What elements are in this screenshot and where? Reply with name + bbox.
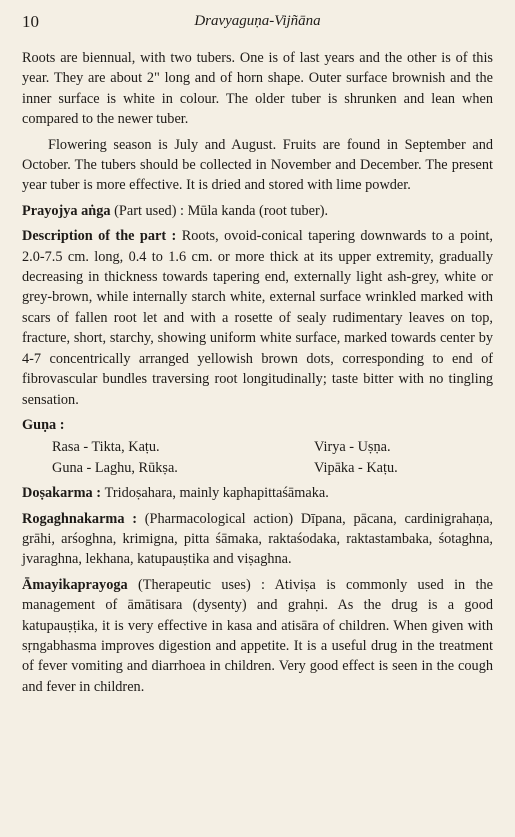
- dosakarma-text: Tridoṣahara, mainly kaphapittaśāmaka.: [104, 485, 329, 502]
- description-paragraph: [22, 226, 493, 410]
- guna-cell-guna: Guna - Laghu, Rūkṣa.: [52, 459, 178, 476]
- guna-row: [52, 458, 398, 478]
- guna-heading: Guṇa :: [22, 416, 65, 433]
- part-used-label: Prayojya aṅga: [22, 202, 111, 219]
- page-number: 10: [22, 12, 39, 31]
- guna-row: [52, 437, 398, 457]
- running-title: Dravyaguṇa-Vijñāna: [194, 13, 321, 29]
- amayikaprayoga-label: Āmayikaprayoga: [22, 576, 128, 593]
- rogaghnakarma-paragraph: [22, 509, 493, 570]
- guna-properties-table: [52, 437, 398, 478]
- rogaghnakarma-label: Rogaghnakarma :: [22, 510, 145, 527]
- description-label: Description of the part :: [22, 228, 182, 245]
- description-text: Roots, ovoid-conical tapering downwards to a point, 2.0-7.5 cm. long, 0.4 to 1.6 cm. or more thick at its upper extremity, gradually decreasing in thickness towards tapering end, externally light ash-grey, white or grey-brown, while internally starch white, external surface wrinkled marked with scars of fallen root let and with a rosette of sealy rudimentary leaves on top, fracture, short, starchy, showing uniform white surface, marked towards center by 4-7 concentrically arranged yellowish brown dots, corresponding to end of fibrovascular bundles traversing root longitudinally; taste bitter with no tingling sensation.: [22, 228, 493, 408]
- amayikaprayoga-paragraph: [22, 575, 493, 697]
- guna-cell-rasa: Rasa - Tikta, Kaṭu.: [52, 439, 160, 456]
- part-used-paragraph: [22, 201, 493, 221]
- dosakarma-label: Doṣakarma :: [22, 485, 105, 502]
- guna-heading-paragraph: [22, 415, 493, 435]
- guna-cell-vipaka: Vipāka - Kaṭu.: [314, 459, 398, 476]
- page-body: [22, 48, 493, 697]
- amayikaprayoga-text: (Therapeutic uses) : Ativiṣa is commonly used in the management of āmātisara (dysenty) and grahṇi. As the drug is a good katupauṣṭika, it is very effective in kasa and atisāra of children. When given with sṛngabhasma improves digestion and appetite. It is a useful drug in the treatment of fever vomiting and diarrhoea in children. Very good effect is seen in the cough and fever in children.: [22, 576, 493, 695]
- paragraph-flowering: Flowering season is July and August. Fruits are found in September and October. The tubers should be collected in November and December. The present year tuber is more effective. It is dried and stored with lime powder.: [22, 136, 493, 194]
- part-used-text: (Part used) : Mūla kanda (root tuber).: [110, 202, 329, 219]
- paragraph-roots: Roots are biennual, with two tubers. One is of last years and the other is of this year. They are about 2" long and of horn shape. Outer surface brownish and the inner surface is white in colour. The older tuber is shrunken and lean when compared to the newer tuber.: [22, 50, 493, 128]
- dosakarma-paragraph: [22, 483, 493, 503]
- guna-cell-virya: Virya - Uṣṇa.: [314, 439, 391, 456]
- rogaghnakarma-text: (Pharmacological action) Dīpana, pācana, cardinigrahaṇa, grāhi, arśoghna, krimigna, pitta śāmaka, raktaśodaka, raktastambaka, śotaghna, jvaraghna, lekhana, katupauṣtika and viṣaghna.: [22, 510, 493, 568]
